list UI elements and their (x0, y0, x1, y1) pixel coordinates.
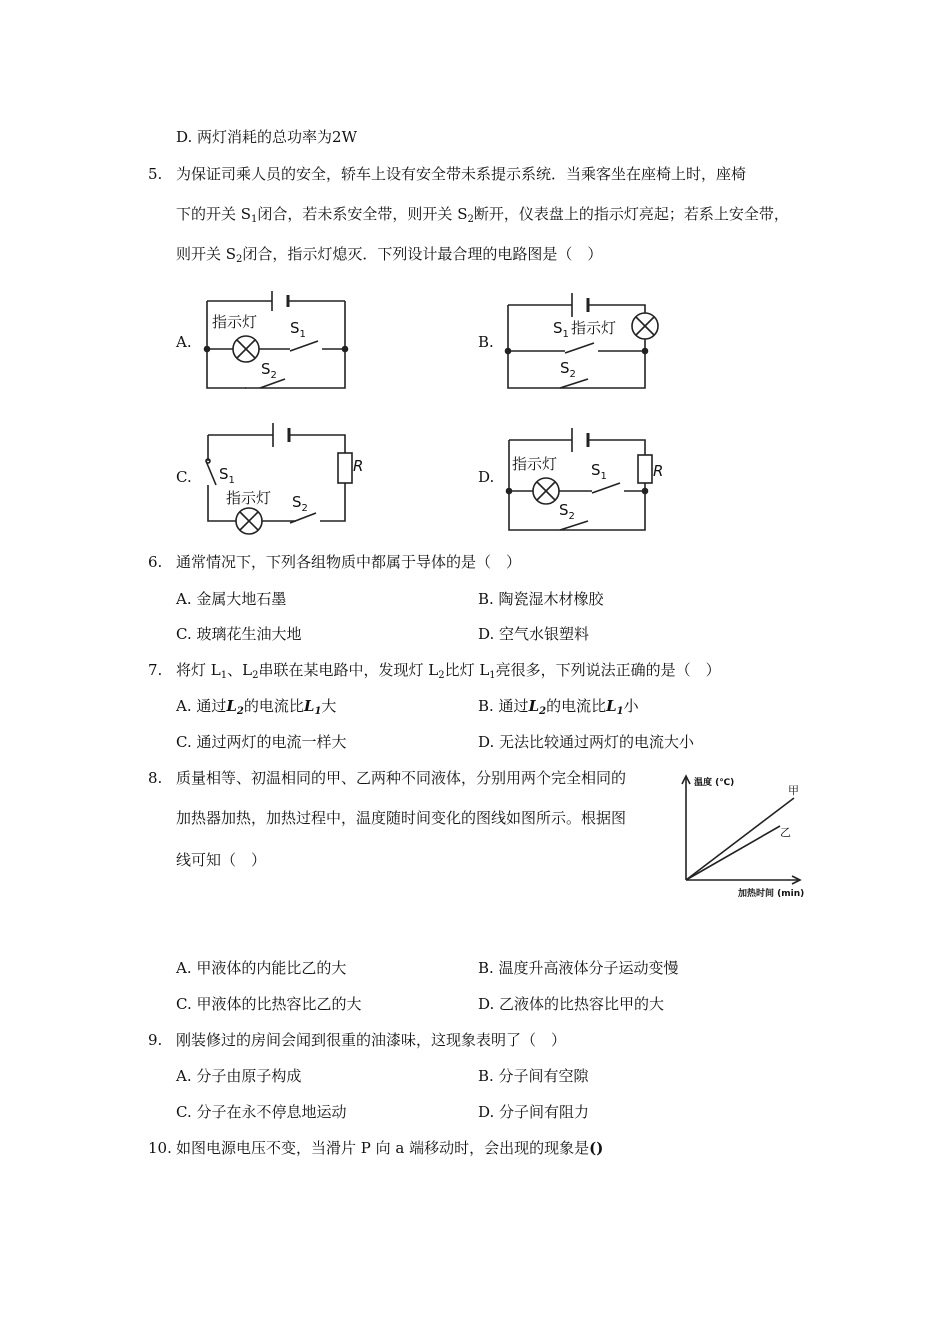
q5-line2-part-c: 断开，仪表盘上的指示灯亮起；若系上安全带， (473, 205, 789, 223)
circuit-a-lamp-label: 指示灯 (212, 313, 258, 331)
q7-option-b (478, 696, 639, 722)
q10-answer-bracket: () (589, 1139, 604, 1157)
q7-option-b-text: 小 (623, 697, 639, 715)
q8-option-b: B. 温度升高液体分子运动变慢 (478, 959, 679, 977)
q8-line3: 线可知（ ） (176, 851, 267, 869)
circuit-b-s2: $S_2$ (560, 359, 576, 380)
q7-option-b-text: B. 通过 (478, 697, 529, 715)
q7-number: 7. (148, 661, 163, 679)
q7-stem-e: 亮很多，下列说法正确的是（ ） (495, 661, 721, 679)
q5-line2-part-b: 闭合，若未系安全带，则开关 S (257, 205, 468, 223)
q5-line3 (176, 244, 602, 270)
q5-line2-part-a: 下的开关 S (176, 205, 252, 223)
q7-option-c: C. 通过两灯的电流一样大 (176, 733, 347, 751)
q7-sub: 2 (252, 670, 259, 681)
symbol-L: L (606, 697, 617, 715)
q9-number: 9. (148, 1031, 163, 1049)
q8-temperature-graph (670, 770, 810, 900)
q5-number: 5. (148, 165, 163, 183)
resistor-icon (338, 453, 352, 483)
q7-stem (176, 660, 721, 686)
q9-option-b: B. 分子间有空隙 (478, 1067, 589, 1085)
q10-stem (176, 1138, 603, 1158)
circuit-b-s1: $S_1$ (553, 319, 569, 340)
q9-option-c: C. 分子在永不停息地运动 (176, 1103, 347, 1121)
q9-option-a: A. 分子由原子构成 (176, 1067, 302, 1085)
graph-label-yi: 乙 (780, 826, 791, 839)
circuit-c-lamp-label: 指示灯 (226, 489, 272, 507)
q6-stem: 通常情况下，下列各组物质中都属于导体的是（ ） (176, 553, 522, 571)
line-jia (686, 798, 794, 880)
q8-option-d: D. 乙液体的比热容比甲的大 (478, 995, 665, 1013)
symbol-L: L (303, 697, 315, 715)
q6-option-a: A. 金属大地石墨 (176, 590, 287, 608)
q5-line2-sub2: 2 (467, 214, 474, 225)
symbol-L: L (528, 697, 540, 715)
graph-xlabel: 加热时间 (min) (738, 889, 805, 899)
circuit-b (506, 293, 659, 388)
symbol-sub: 1 (314, 706, 322, 717)
circuit-a-label: A. (176, 333, 192, 351)
symbol-sub: 2 (539, 706, 547, 717)
q7-stem-b: 、L (227, 661, 253, 679)
q7-stem-c: 串联在某电路中，发现灯 L (258, 661, 439, 679)
circuit-b-label: B. (478, 333, 494, 351)
q7-option-a-text: A. 通过 (176, 697, 227, 715)
q7-sub: 1 (220, 670, 228, 681)
q7-option-b-text: 的电流比 (546, 697, 607, 715)
circuit-c-s2: $S_2$ (292, 493, 308, 514)
circuit-c-label: C. (176, 468, 192, 486)
q9-stem: 刚装修过的房间会闻到很重的油漆味，这现象表明了（ ） (176, 1031, 567, 1049)
symbol-sub: 1 (616, 706, 624, 717)
q7-stem-d: 比灯 L (444, 661, 490, 679)
q8-option-c: C. 甲液体的比热容比乙的大 (176, 995, 362, 1013)
circuit-d-s2: $S_2$ (559, 501, 575, 522)
graph-label-jia: 甲 (788, 784, 799, 797)
q7-stem-a: 将灯 L (176, 661, 221, 679)
resistor-icon (638, 455, 652, 483)
q8-option-a: A. 甲液体的内能比乙的大 (176, 959, 347, 977)
q9-option-d: D. 分子间有阻力 (478, 1103, 590, 1121)
q6-number: 6. (148, 553, 163, 571)
q8-line2: 加热器加热，加热过程中，温度随时间变化的图线如图所示。根据图 (176, 809, 627, 827)
q5-line1: 为保证司乘人员的安全，轿车上设有安全带未系提示系统．当乘客坐在座椅上时，座椅 (176, 165, 747, 183)
circuit-a-s2: $S_2$ (261, 360, 277, 381)
q5-line2 (176, 204, 789, 230)
q7-sub: 2 (438, 670, 445, 681)
q6-option-b: B. 陶瓷湿木材橡胶 (478, 590, 604, 608)
circuit-d-lamp-label: 指示灯 (512, 455, 558, 473)
symbol-sub: 2 (236, 706, 244, 717)
q4-option-d: D. 两灯消耗的总功率为2W (176, 128, 357, 146)
q10-stem-text: 如图电源电压不变，当滑片 P 向 a 端移动时，会出现的现象是 (176, 1139, 590, 1157)
q8-line1: 质量相等、初温相同的甲、乙两种不同液体，分别用两个完全相同的 (176, 769, 627, 787)
q5-circuit-diagrams (0, 285, 950, 545)
circuit-d-label: D. (478, 468, 495, 486)
circuit-d-s1: $S_1$ (591, 461, 607, 482)
circuit-a-s1: $S_1$ (290, 319, 306, 340)
q5-line3-part-a: 则开关 S (176, 245, 237, 263)
q7-option-a-text: 的电流比 (243, 697, 304, 715)
graph-ylabel: 温度 (℃) (694, 778, 735, 788)
q7-sub: 1 (489, 670, 496, 681)
circuit-c-r: R (353, 457, 364, 475)
q5-line3-sub2: 2 (236, 254, 243, 265)
q7-option-a (176, 696, 336, 722)
circuit-d-r: R (653, 462, 664, 480)
q5-line2-sub1: 1 (251, 214, 258, 225)
circuit-c-s1: $S_1$ (219, 465, 235, 486)
q7-option-d: D. 无法比较通过两灯的电流大小 (478, 733, 695, 751)
q8-number: 8. (148, 769, 163, 787)
line-yi (686, 826, 780, 880)
circuit-d (507, 428, 653, 530)
q6-option-d: D. 空气水银塑料 (478, 625, 590, 643)
q6-option-c: C. 玻璃花生油大地 (176, 625, 302, 643)
q10-number: 10. (148, 1139, 172, 1157)
circuit-b-lamp-label: 指示灯 (571, 319, 617, 337)
q5-line3-part-b: 闭合，指示灯熄灭．下列设计最合理的电路图是（ ） (242, 245, 603, 263)
symbol-L: L (226, 697, 237, 715)
q7-option-a-text: 大 (321, 697, 337, 715)
